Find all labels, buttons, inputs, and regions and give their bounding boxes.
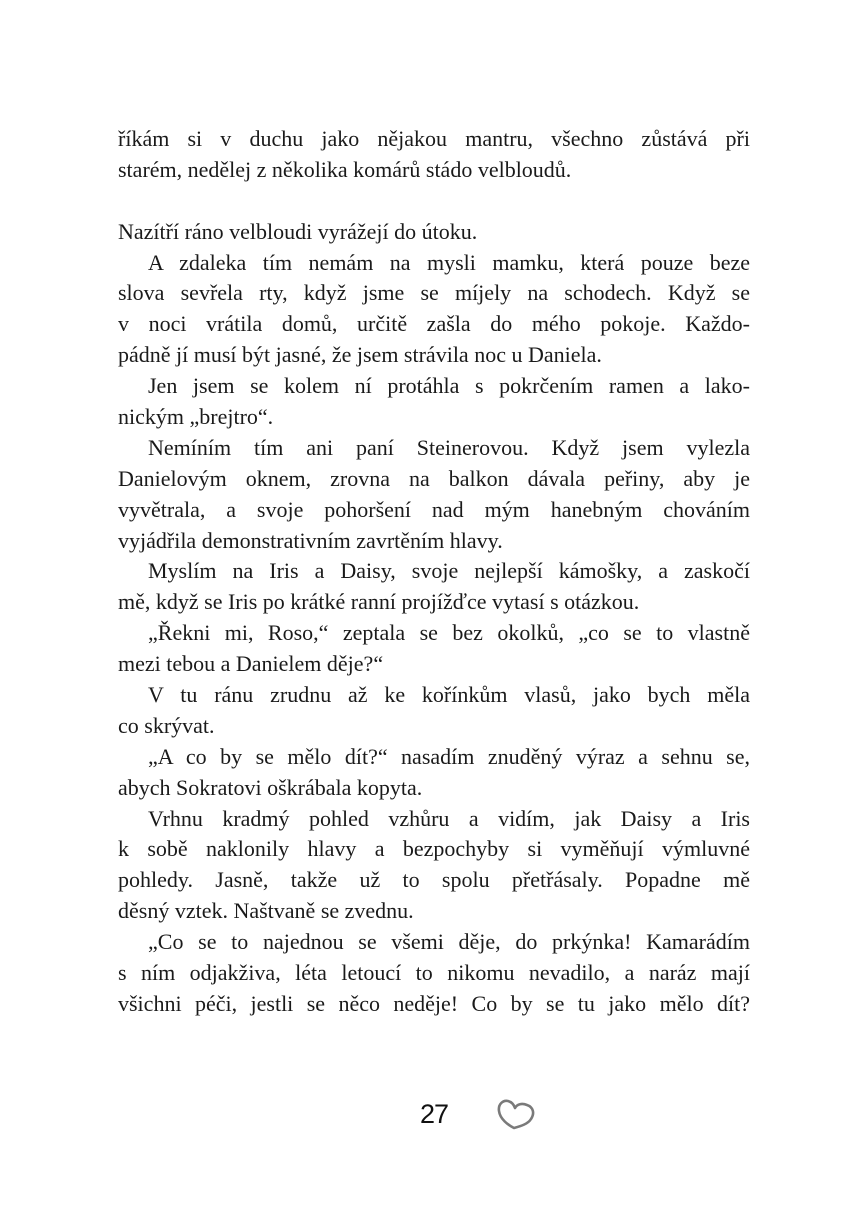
text-line: nickým „brejtro“. (118, 404, 274, 430)
paragraph-gap (118, 186, 750, 217)
text-line: Nazítří ráno velbloudi vyrážejí do útoku. (118, 218, 478, 244)
text-line: abych Sokratovi oškrábala kopyta. (118, 774, 423, 800)
text-line: „A co by se mělo dít?“ nasadím znuděný výraz a sehnu se, (148, 743, 750, 769)
text-line: všichni péči, jestli se něco neděje! Co by se tu jako mělo dít? (118, 990, 750, 1016)
text-line: „Co se to najednou se všemi děje, do prkýnka! Kamarádím (148, 929, 750, 955)
text-line: pohledy. Jasně, takže už to spolu přetřásaly. Popadne mě (118, 867, 750, 893)
text-line: s ním odjakživa, léta letoucí to nikomu nevadilo, a naráz mají (118, 960, 750, 986)
text-line: V tu ránu zrudnu až ke kořínkům vlasů, jako bych měla (148, 682, 750, 708)
text-line: mě, když se Iris po krátké ranní projížďce vytasí s otázkou. (118, 589, 640, 615)
text-line: Jen jsem se kolem ní protáhla s pokrčením ramen a lako- (148, 373, 750, 399)
text-line: vyjádřila demonstrativním zavrtěním hlavy. (118, 527, 503, 553)
text-line: k sobě naklonily hlavy a bezpochyby si vyměňují výmluvné (118, 836, 750, 862)
page-number: 27 (420, 1099, 449, 1129)
text-line: Nemíním tím ani paní Steinerovou. Když jsem vylezla (148, 434, 750, 460)
text-line: „Řekni mi, Roso,“ zeptala se bez okolků, „co se to vlastně (148, 620, 750, 646)
text-line: děsný vztek. Naštvaně se zvednu. (118, 898, 414, 924)
text-line: říkám si v duchu jako nějakou mantru, všechno zůstává při (118, 126, 750, 151)
text-line: slova sevřela rty, když jsme se míjely na schodech. Když se (118, 280, 750, 306)
text-line: Myslím na Iris a Daisy, svoje nejlepší kámošky, a zaskočí (148, 558, 750, 584)
body-text (118, 124, 750, 1020)
text-line: vyvětrala, a svoje pohoršení nad mým hanebným chováním (118, 496, 750, 522)
text-line: Vrhnu kradmý pohled vzhůru a vidím, jak Daisy a Iris (148, 805, 750, 831)
heart-outline-icon (494, 1095, 538, 1135)
page-footer (0, 1095, 856, 1145)
text-line: pádně jí musí být jasné, že jsem strávila noc u Daniela. (118, 342, 602, 368)
text-line: mezi tebou a Danielem děje?“ (118, 651, 384, 677)
text-line: Danielovým oknem, zrovna na balkon dávala peřiny, aby je (118, 465, 750, 491)
text-line: A zdaleka tím nemám na mysli mamku, která pouze beze (148, 249, 750, 275)
text-line: v noci vrátila domů, určitě zašla do mého pokoje. Každo- (118, 311, 750, 337)
text-line: co skrývat. (118, 712, 215, 738)
text-line: starém, nedělej z několika komárů stádo velbloudů. (118, 156, 572, 182)
